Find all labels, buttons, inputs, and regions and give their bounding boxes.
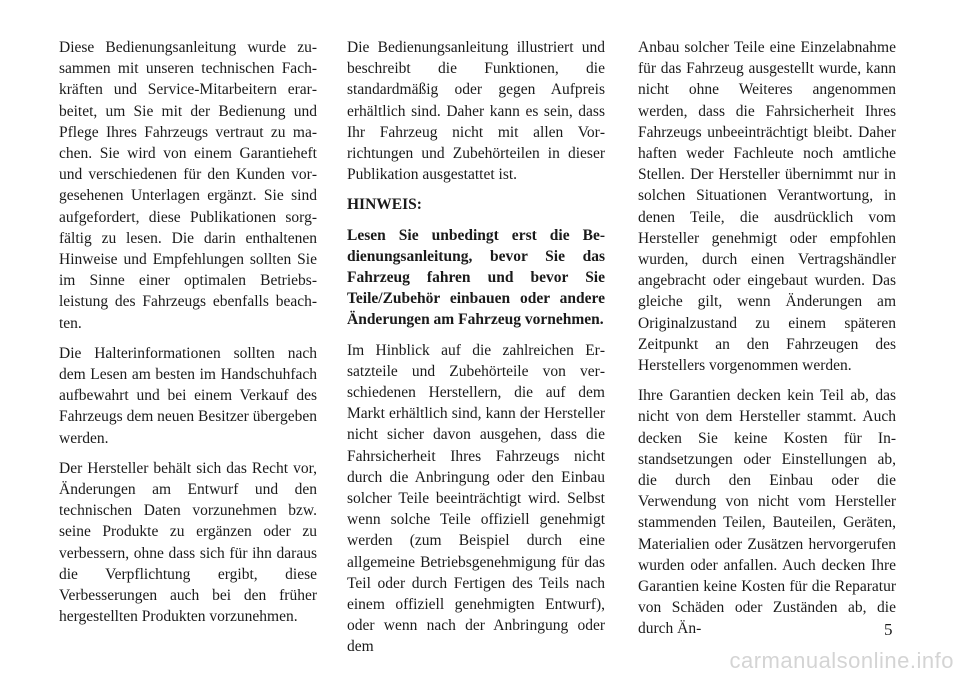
paragraph: Die Bedienungsanleitung illustriert und beschreibt die Funktionen, die standardmäßig oder gegen Aufpreis erhältlich sind. Daher kann es sein, dass Ihr Fahrzeug nicht mit allen Vorrichtungen und Zubehörteilen in dieser Publikation ausgestattet ist. (347, 39, 605, 184)
paragraph: Diese Bedienungsanleitung wurde zusammen mit unseren technischen Fachkräften und Service-Mitarbeitern erarbeitet, um Sie mit der Bedienung und Pflege Ihres Fahrzeugs vertraut zu machen. Sie wird von einem Garantieheft und verschiedenen für den Kunden vorgesehenen Unterlagen ergänzt. Sie sind aufgefordert, diese Publikationen sorgfältig zu lesen. Die darin enthaltenen Hinweise und Empfehlungen sollten Sie im Sinne einer optimalen Betriebsleistung des Fahrzeugs ebenfalls beachten. (59, 39, 317, 332)
paragraph: Der Hersteller behält sich das Recht vor, Änderungen am Entwurf und den technischen Daten vorzunehmen bzw. seine Produkte zu ergänzen oder zu verbessern, ohne dass sich für ihn daraus die Verpflichtung ergibt, diese Verbesserungen auch bei den früher hergestellten Produkten vorzunehmen. (59, 459, 317, 626)
text-column-2 (347, 37, 605, 667)
text-column-1 (59, 37, 317, 636)
page-number: 5 (884, 620, 893, 639)
paragraph: Die Halterinformationen sollten nach dem Lesen am besten im Handschuhfach aufbewahrt und bei einem Verkauf des Fahrzeugs dem neuen Besitzer übergeben werden. (59, 344, 317, 447)
text-column-3 (638, 37, 896, 649)
paragraph: Ihre Garantien decken kein Teil ab, das nicht von dem Hersteller stammt. Auch decken Sie keine Kosten für Instandsetzungen oder Einstellungen ab, die durch den Einbau oder die Verwendung von nicht vom Hersteller stammenden Teilen, Bauteilen, Geräten, Materialien oder Zusätzen hervorgerufen wurden oder anfallen. Auch decken Ihre Garantien keine Kosten für die Reparatur von Schäden oder Zuständen ab, die durch Än- (638, 387, 896, 638)
watermark: carmanualsonline.info (729, 648, 954, 673)
paragraph: Im Hinblick auf die zahlreichen Ersatzteile und Zubehörteile von verschiedenen Herstellern, die auf dem Markt erhältlich sind, kann der Hersteller nicht sicher davon ausgehen, dass die Fahrsicherheit Ihres Fahrzeugs nicht durch die Anbringung oder den Einbau solcher Teile beeinträchtigt wird. Selbst wenn solche Teile offiziell genehmigt werden (zum Beispiel durch eine allgemeine Betriebsgenehmigung für das Teil oder durch Fertigen des Teils nach einem offiziell genehmigten Entwurf), oder wenn nach der Anbringung oder dem (347, 341, 605, 656)
note-text: Lesen Sie unbedingt erst die Bedienungsanleitung, bevor Sie das Fahrzeug fahren und bevor Sie Teile/Zubehör einbauen oder andere Änderungen am Fahrzeug vornehmen. (347, 226, 605, 329)
paragraph: Anbau solcher Teile eine Einzelabnahme für das Fahrzeug ausgestellt wurde, kann nicht ohne Weiteres angenommen werden, dass die Fahrsicherheit Ihres Fahrzeugs unbeeinträchtigt bleibt. Daher haften weder Fachleute noch amtliche Stellen. Der Hersteller übernimmt nur in solchen Situationen Verantwortung, in denen Teile, die ausdrücklich vom Hersteller genehmigt oder empfohlen wurden, durch einen Vertragshändler angebracht oder eingebaut wurden. Das gleiche gilt, wenn Änderungen am Originalzustand zu einem späteren Zeitpunkt an den Fahrzeugen des Herstellers vorgenommen werden. (638, 39, 896, 375)
note-heading: HINWEIS: (347, 196, 422, 214)
